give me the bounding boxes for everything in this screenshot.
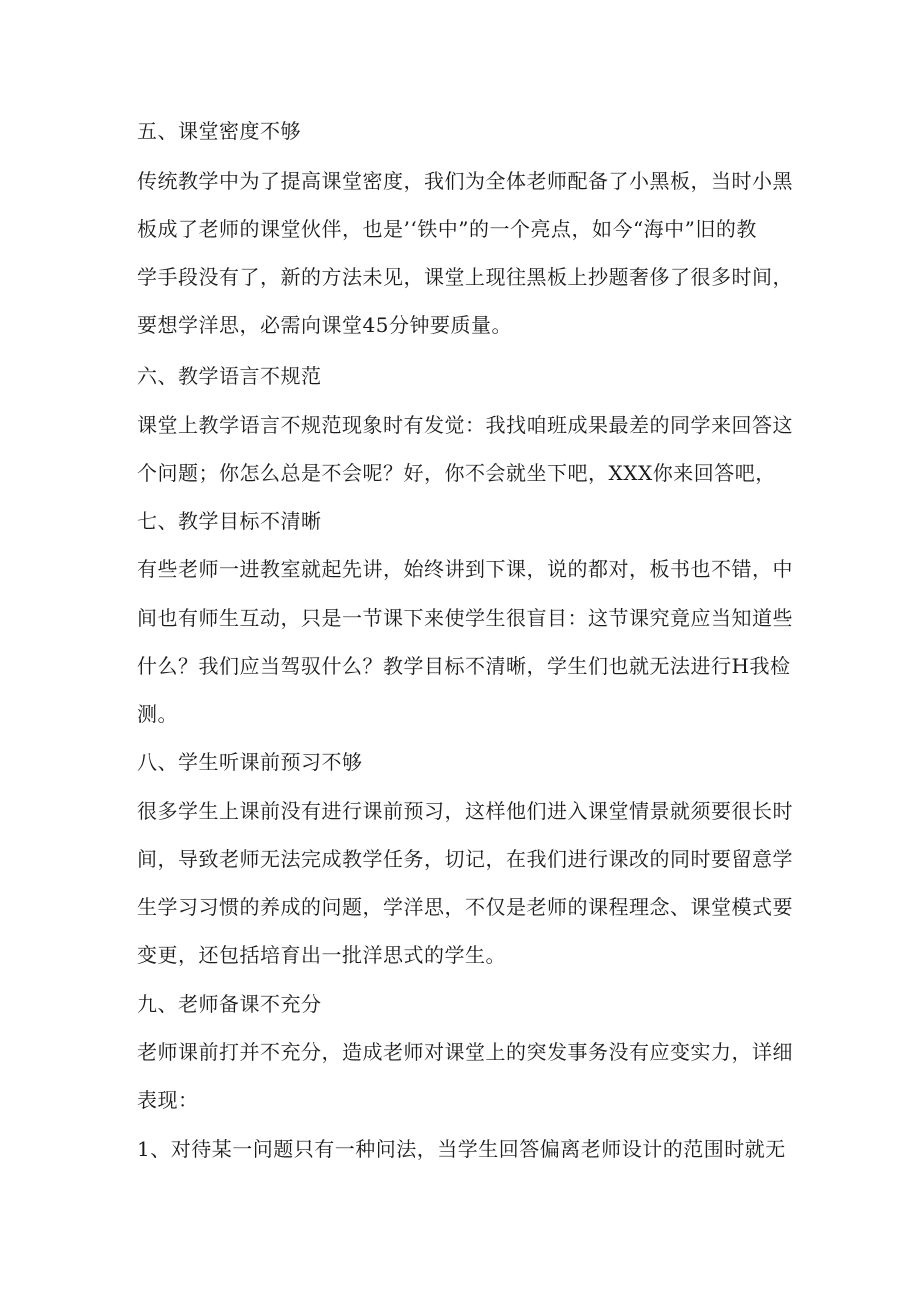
heading-5-classroom-density: 五、课堂密度不够 xyxy=(137,119,301,143)
heading-6-teaching-language: 六、教学语言不规范 xyxy=(137,364,322,388)
list-item-1: 1、对待某一问题只有一种问法，当学生回答偏离老师设计的范围时就无 xyxy=(137,1137,786,1161)
paragraph-line: 什么？我们应当驾驭什么？教学目标不清晰，学生们也就无法进行H我检 xyxy=(137,654,791,678)
heading-7-teaching-goals: 七、教学目标不清晰 xyxy=(137,509,322,533)
paragraph-line: 要想学洋思，必需向课堂45分钟要质量。 xyxy=(137,313,512,337)
paragraph-line: 学手段没有了，新的方法未见，课堂上现往黑板上抄题奢侈了很多时间， xyxy=(137,265,793,289)
paragraph-line: 间也有师生互动，只是一节课下来使学生很盲目：这节课究竟应当知道些 xyxy=(137,606,793,630)
paragraph-line: 表现： xyxy=(137,1088,199,1112)
paragraph-line: 传统教学中为了提高课堂密度，我们为全体老师配备了小黑板，当时小黑 xyxy=(137,169,793,193)
paragraph-line: 个问题；你怎么总是不会呢？好，你不会就坐下吧，XXX你来回答吧， xyxy=(137,461,776,485)
paragraph-line: 间，导致老师无法完成教学任务，切记，在我们进行课改的同时要留意学 xyxy=(137,847,793,871)
paragraph-line: 课堂上教学语言不规范现象时有发觉：我找咱班成果最差的同学来回答这 xyxy=(137,413,793,437)
heading-9-lesson-prep: 九、老师备课不充分 xyxy=(137,992,322,1016)
paragraph-line: 有些老师一进教室就起先讲，始终讲到下课，说的都对，板书也不错，中 xyxy=(137,557,793,581)
paragraph-line: 板成了老师的课堂伙伴，也是’‘铁中”的一个亮点，如今“海中”旧的教 xyxy=(137,217,757,241)
paragraph-line: 测。 xyxy=(137,702,178,726)
paragraph-line: 很多学生上课前没有进行课前预习，这样他们进入课堂情景就须要很长时 xyxy=(137,799,793,823)
paragraph-line: 变更，还包括培育出一批洋思式的学生。 xyxy=(137,943,506,967)
paragraph-line: 老师课前打并不充分，造成老师对课堂上的突发事务没有应变实力，详细 xyxy=(137,1040,793,1064)
paragraph-line: 生学习习惯的养成的问题，学洋思，不仅是老师的课程理念、课堂模式要 xyxy=(137,895,793,919)
heading-8-student-preview: 八、学生听课前预习不够 xyxy=(137,750,363,774)
